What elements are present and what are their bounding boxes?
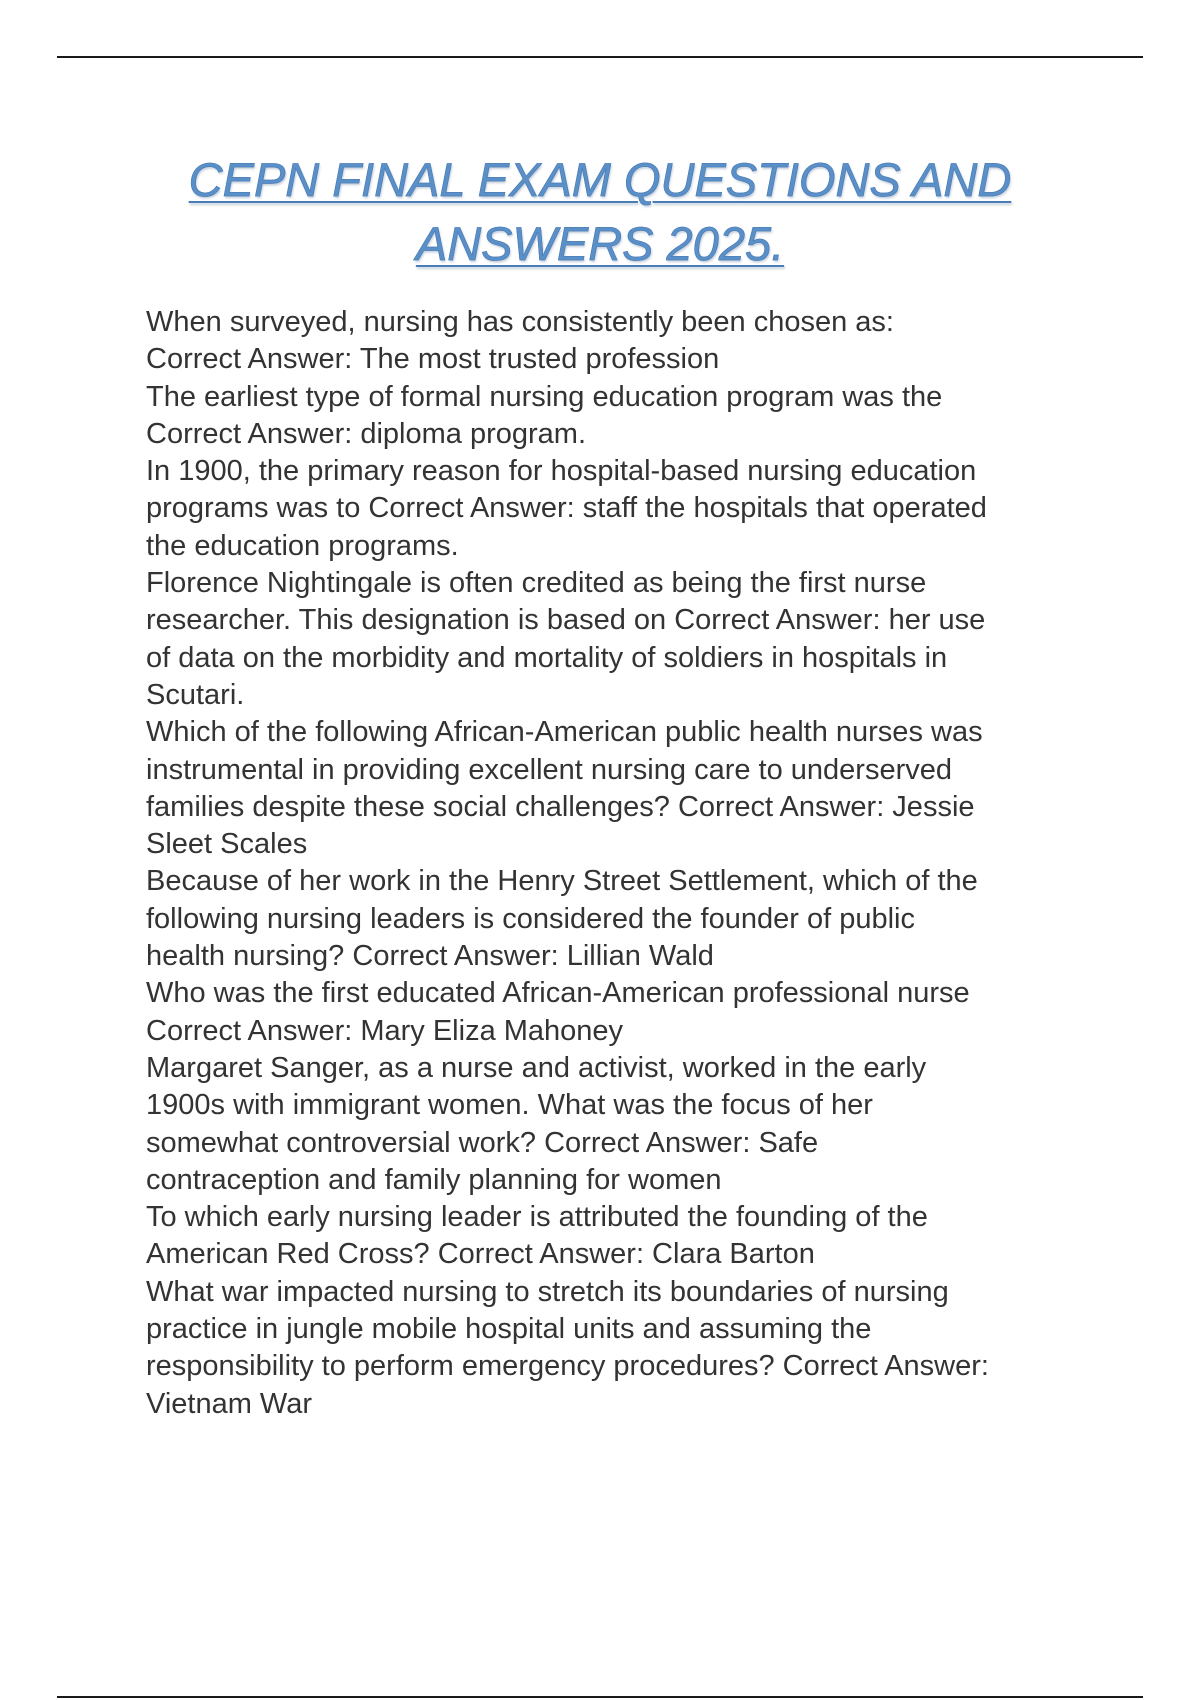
text-line: Which of the following African-American public health nurses was — [146, 716, 983, 749]
title-line: CEPN FINAL EXAM QUESTIONS AND — [188, 153, 1012, 206]
text-line: Correct Answer: diploma program. — [146, 417, 586, 450]
text-line: practice in jungle mobile hospital units and assuming the — [146, 1313, 872, 1346]
text-line: American Red Cross? Correct Answer: Clara Barton — [146, 1238, 815, 1271]
text-line: In 1900, the primary reason for hospital-based nursing education — [146, 455, 977, 488]
text-line: Because of her work in the Henry Street Settlement, which of the — [146, 865, 978, 898]
text-line: contraception and family planning for women — [146, 1163, 722, 1196]
text-line: 1900s with immigrant women. What was the focus of her — [146, 1089, 873, 1122]
text-line: Correct Answer: The most trusted profession — [146, 343, 720, 376]
text-line: Scutari. — [146, 678, 245, 711]
text-line: instrumental in providing excellent nursing care to underserved — [146, 753, 952, 786]
text-line: responsibility to perform emergency procedures? Correct Answer: — [146, 1350, 989, 1383]
text-line: Sleet Scales — [146, 828, 308, 861]
top-rule — [57, 56, 1143, 58]
text-line: What war impacted nursing to stretch its boundaries of nursing — [146, 1275, 949, 1308]
text-line: To which early nursing leader is attributed the founding of the — [146, 1201, 928, 1234]
text-line: following nursing leaders is considered the founder of public — [146, 902, 915, 935]
bottom-rule — [57, 1696, 1143, 1698]
text-line: researcher. This designation is based on Correct Answer: her use — [146, 604, 986, 637]
text-line: health nursing? Correct Answer: Lillian Wald — [146, 940, 714, 973]
text-line: Correct Answer: Mary Eliza Mahoney — [146, 1014, 624, 1047]
document-title — [120, 148, 1080, 276]
text-line: the education programs. — [146, 529, 459, 562]
text-line: Margaret Sanger, as a nurse and activist, worked in the early — [146, 1051, 927, 1084]
text-line: of data on the morbidity and mortality of soldiers in hospitals in — [146, 641, 948, 674]
text-line: Vietnam War — [146, 1387, 312, 1420]
text-line: The earliest type of formal nursing education program was the — [146, 380, 943, 413]
title-line: ANSWERS 2025. — [415, 217, 785, 270]
text-line: Florence Nightingale is often credited as being the first nurse — [146, 567, 927, 600]
text-line: families despite these social challenges? Correct Answer: Jessie — [146, 790, 975, 823]
document-body — [146, 304, 1096, 1423]
text-line: somewhat controversial work? Correct Answer: Safe — [146, 1126, 819, 1159]
text-line: When surveyed, nursing has consistently been chosen as: — [146, 306, 894, 338]
text-line: Who was the first educated African-American professional nurse — [146, 977, 970, 1010]
text-line: programs was to Correct Answer: staff the hospitals that operated — [146, 492, 987, 525]
